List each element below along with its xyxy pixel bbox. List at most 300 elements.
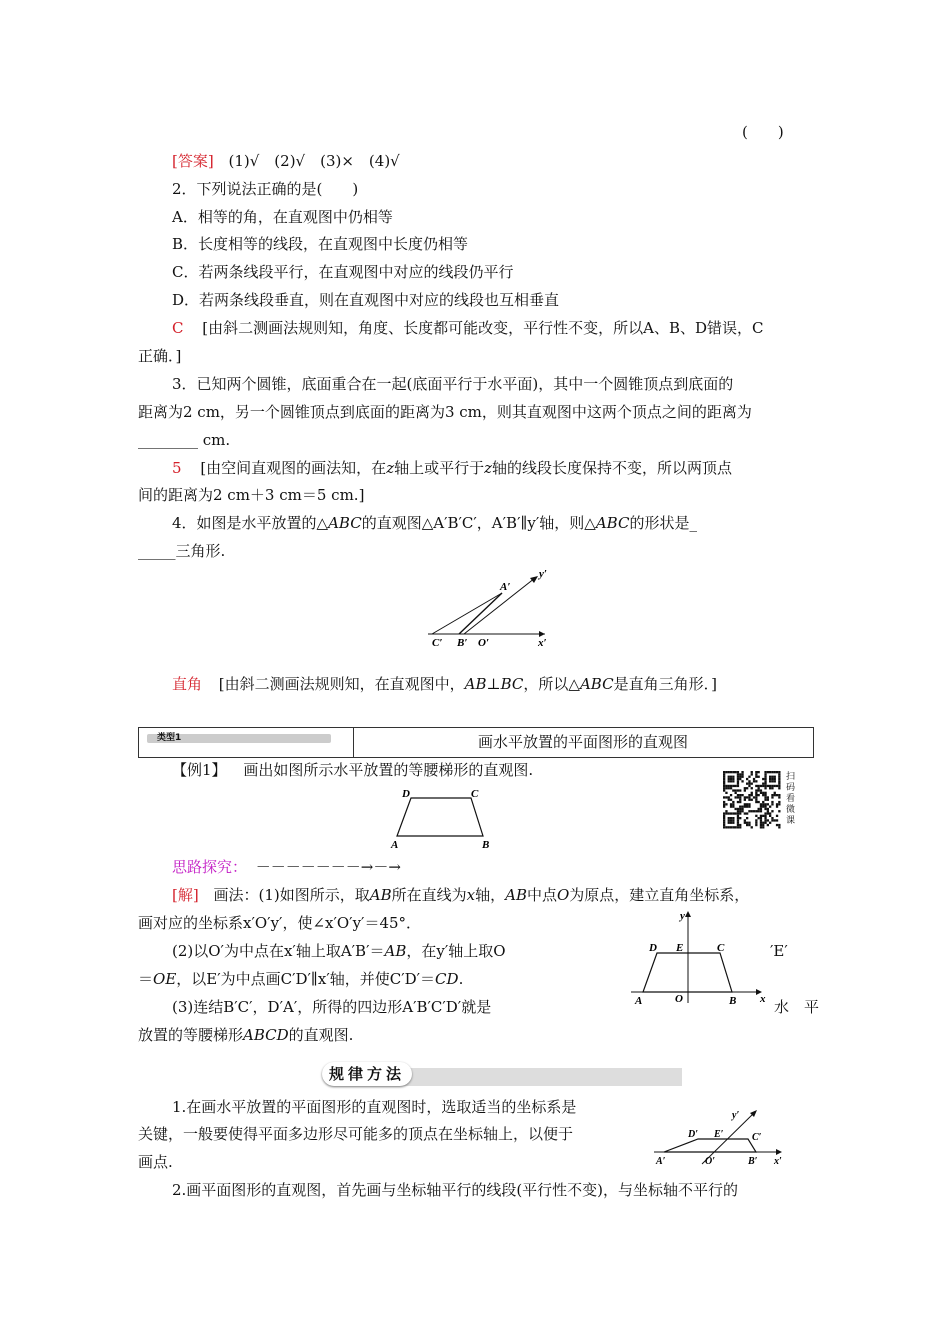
qr-module xyxy=(776,771,778,773)
qr-module xyxy=(776,824,778,826)
qr-module xyxy=(764,796,766,798)
qr-module xyxy=(744,803,746,805)
qr-module xyxy=(774,819,776,821)
qr-module xyxy=(730,780,732,782)
qr-module xyxy=(739,810,741,812)
label-o: O xyxy=(675,993,683,1005)
qr-module xyxy=(730,778,732,780)
s3-a: (2)以O′为中点在x′轴上取A′B′＝ xyxy=(172,942,385,960)
qr-module xyxy=(771,794,773,796)
qr-module xyxy=(771,778,773,780)
q3-explanation-line2: 间的距离为2 cm＋3 cm＝5 cm.] xyxy=(138,486,365,504)
qr-module xyxy=(764,785,766,787)
qr-module xyxy=(730,822,732,824)
qr-module xyxy=(755,822,757,824)
qr-module xyxy=(767,803,769,805)
qr-module xyxy=(737,776,739,778)
trapezoid-figure xyxy=(385,786,505,852)
qr-module xyxy=(741,794,743,796)
qr-module xyxy=(737,783,739,785)
qr-module xyxy=(723,785,725,787)
qr-module xyxy=(776,794,778,796)
qr-module xyxy=(762,826,764,828)
qr-module xyxy=(732,806,734,808)
qr-module xyxy=(769,778,771,780)
qr-module xyxy=(755,824,757,826)
qr-module xyxy=(778,778,780,780)
qr-module xyxy=(751,771,753,773)
label-a: A′ xyxy=(500,581,511,593)
qr-module xyxy=(776,806,778,808)
qr-module xyxy=(739,824,741,826)
qr-module xyxy=(735,808,737,810)
qr-module xyxy=(741,776,743,778)
solution-line4 xyxy=(138,969,463,989)
qr-module xyxy=(764,822,766,824)
qr-module xyxy=(735,796,737,798)
qr-module xyxy=(748,810,750,812)
q2-option-a: A．相等的角，在直观图中仍相等 xyxy=(172,208,393,226)
q3-exp-a: [由空间直观图的画法知，在 xyxy=(200,459,387,477)
qr-module xyxy=(737,778,739,780)
qr-module xyxy=(739,801,741,803)
q4-line2: _____三角形. xyxy=(138,542,226,560)
q2-option-b: B．长度相等的线段，在直观图中长度仍相等 xyxy=(172,235,469,253)
q3-exp-z1: z xyxy=(386,459,395,477)
qr-module xyxy=(769,780,771,782)
qr-module xyxy=(760,808,762,810)
qr-module xyxy=(767,799,769,801)
qr-module xyxy=(769,776,771,778)
label-e: E xyxy=(676,942,684,954)
label-c: C′ xyxy=(432,637,443,649)
qr-module xyxy=(748,799,750,801)
label-x: x′ xyxy=(538,637,547,649)
qr-module xyxy=(737,785,739,787)
qr-module xyxy=(744,812,746,814)
qr-module xyxy=(725,771,727,773)
qr-module xyxy=(723,801,725,803)
q4-exp-a: [由斜二测画法规则知，在直观图中， xyxy=(218,675,465,693)
qr-module xyxy=(778,810,780,812)
solution-line1 xyxy=(172,885,749,905)
qr-module xyxy=(760,826,762,828)
qr-module xyxy=(762,785,764,787)
qr-module xyxy=(723,780,725,782)
qr-module xyxy=(725,803,727,805)
qr-module xyxy=(728,787,730,789)
qr-module xyxy=(767,824,769,826)
s1-g: 中点 xyxy=(526,886,557,904)
label-a: A xyxy=(391,839,399,851)
qr-module xyxy=(732,822,734,824)
qr-module xyxy=(730,806,732,808)
qr-module xyxy=(732,817,734,819)
qr-module xyxy=(728,780,730,782)
qr-module xyxy=(767,812,769,814)
qr-module xyxy=(764,803,766,805)
qr-module xyxy=(760,792,762,794)
qr-module xyxy=(748,783,750,785)
qr-module xyxy=(760,824,762,826)
coordinate-figure xyxy=(625,905,770,1010)
s1-b: AB xyxy=(369,886,392,904)
qr-module xyxy=(725,826,727,828)
qr-module xyxy=(774,776,776,778)
s1-i: 为原点，建立直角坐标系， xyxy=(569,886,750,904)
qr-module xyxy=(774,778,776,780)
qr-module xyxy=(760,803,762,805)
qr-module xyxy=(744,787,746,789)
qr-module xyxy=(728,819,730,821)
qr-module xyxy=(735,785,737,787)
solution-line3 xyxy=(172,941,506,961)
qr-module xyxy=(748,785,750,787)
solution-line2: 画对应的坐标系x′O′y′，使∠x′O′y′＝45°． xyxy=(138,914,422,932)
qr-module xyxy=(758,794,760,796)
qr-module xyxy=(737,794,739,796)
qr-module xyxy=(746,783,748,785)
qr-module xyxy=(730,785,732,787)
qr-module xyxy=(764,808,766,810)
qr-module xyxy=(762,803,764,805)
q2-answer: C xyxy=(172,319,184,337)
solution-line5: (3)连结B′C′，D′A′，所得的四边形A′B′C′D′就是 xyxy=(172,998,492,1016)
qr-module xyxy=(751,773,753,775)
qr-module xyxy=(732,819,734,821)
label-y: y′ xyxy=(539,568,547,580)
s4-c: ，以E′为中点画C′D′∥x′轴，并使C′D′＝ xyxy=(176,970,436,988)
qr-module xyxy=(764,776,766,778)
label-x: x′ xyxy=(774,1156,782,1167)
s1-d: x xyxy=(466,886,476,904)
qr-module xyxy=(746,817,748,819)
qr-module xyxy=(753,810,755,812)
qr-module xyxy=(778,794,780,796)
qr-module xyxy=(762,783,764,785)
qr-module xyxy=(737,796,739,798)
qr-module xyxy=(725,796,727,798)
thinking-arrow: －－－－－－－→－→ xyxy=(255,858,401,876)
qr-module xyxy=(771,785,773,787)
qr-module xyxy=(725,785,727,787)
qr-module xyxy=(723,819,725,821)
qr-module xyxy=(730,776,732,778)
qr-module xyxy=(744,819,746,821)
q4-line1 xyxy=(172,513,697,533)
qr-module xyxy=(778,826,780,828)
qr-module xyxy=(753,780,755,782)
s1-a: 画法：(1)如图所示，取 xyxy=(213,886,370,904)
solution-line5-tail: 水 平 xyxy=(774,998,820,1016)
qr-module xyxy=(755,801,757,803)
q2-option-d: D．若两条线段垂直，则在直观图中对应的线段也互相垂直 xyxy=(172,291,560,309)
qr-module xyxy=(732,789,734,791)
qr-module xyxy=(778,785,780,787)
qr-module xyxy=(730,787,732,789)
segment-ba xyxy=(459,593,502,634)
qr-module xyxy=(723,783,725,785)
label-a: A xyxy=(635,995,643,1007)
label-o: O′ xyxy=(705,1156,716,1167)
qr-module xyxy=(737,824,739,826)
answer-text: (1)√ (2)√ (3)× (4)√ xyxy=(228,152,400,170)
q4-exp-d: BC xyxy=(500,675,524,693)
qr-module xyxy=(771,787,773,789)
s6-a: 放置的等腰梯形 xyxy=(138,1026,244,1044)
q3-answer: 5 xyxy=(172,459,182,477)
qr-module xyxy=(762,815,764,817)
qr-module xyxy=(751,826,753,828)
qr-module xyxy=(748,794,750,796)
qr-module xyxy=(758,785,760,787)
q2-explanation-line1: [由斜二测画法规则知，角度、长度都可能改变，平行性不变，所以A、B、D错误，C xyxy=(202,319,764,337)
s4-b: OE xyxy=(153,970,177,988)
q3-exp-c: 轴的线段长度保持不变，所以两顶点 xyxy=(492,459,733,477)
qr-module xyxy=(739,799,741,801)
q4-l1-b: ABC xyxy=(328,514,362,532)
qr-module xyxy=(760,819,762,821)
solution-line3-tail: ′E′ xyxy=(770,942,788,960)
qr-module xyxy=(732,801,734,803)
qr-code[interactable] xyxy=(722,771,782,829)
qr-module xyxy=(737,815,739,817)
label-b: B′ xyxy=(457,637,468,649)
qr-module xyxy=(748,796,750,798)
qr-module xyxy=(755,785,757,787)
qr-module xyxy=(764,778,766,780)
qr-module xyxy=(764,783,766,785)
qr-module xyxy=(730,826,732,828)
thinking-label: 思路探究： xyxy=(172,858,248,876)
label-c: C′ xyxy=(752,1132,762,1143)
qr-module xyxy=(771,819,773,821)
qr-module xyxy=(753,796,755,798)
x-axis-arrow xyxy=(776,1149,782,1155)
qr-module xyxy=(723,806,725,808)
qr-module xyxy=(739,776,741,778)
qr-module xyxy=(776,803,778,805)
qr-module xyxy=(744,799,746,801)
qr-module xyxy=(769,787,771,789)
qr-module xyxy=(723,815,725,817)
qr-module xyxy=(739,812,741,814)
qr-module xyxy=(737,801,739,803)
qr-module xyxy=(746,812,748,814)
label-y: y′ xyxy=(732,1110,740,1121)
qr-module xyxy=(739,796,741,798)
q4-l1-c: 的直观图△A′B′C′，A′B′∥y′轴，则△ xyxy=(361,514,596,532)
qr-module xyxy=(723,789,725,791)
qr-module xyxy=(728,785,730,787)
qr-module xyxy=(730,803,732,805)
qr-module xyxy=(762,806,764,808)
qr-module xyxy=(741,773,743,775)
q4-exp-g: 是直角三角形．] xyxy=(613,675,717,693)
q4-exp-f: ABC xyxy=(579,675,614,693)
qr-module xyxy=(744,796,746,798)
q4-l1-e: 的形状是_ xyxy=(629,514,697,532)
qr-module xyxy=(764,819,766,821)
qr-module xyxy=(741,806,743,808)
qr-module xyxy=(771,776,773,778)
qr-module xyxy=(760,789,762,791)
thinking xyxy=(172,857,401,877)
qr-module xyxy=(778,773,780,775)
q3-line2: 距离为2 cm，另一个圆锥顶点到底面的距离为3 cm，则其直观图中这两个顶点之间的距离为 xyxy=(138,403,752,421)
q4-explanation xyxy=(172,674,717,694)
qr-module xyxy=(723,796,725,798)
s3-c: ，在y′轴上取O xyxy=(406,942,506,960)
qr-module xyxy=(723,803,725,805)
qr-module xyxy=(767,796,769,798)
qr-module xyxy=(769,806,771,808)
qr-module xyxy=(746,778,748,780)
qr-module xyxy=(767,819,769,821)
qr-module xyxy=(755,792,757,794)
qr-module xyxy=(728,822,730,824)
label-a: A′ xyxy=(656,1156,666,1167)
qr-module xyxy=(737,822,739,824)
q4-exp-c: ⊥ xyxy=(486,675,501,693)
qr-module xyxy=(735,789,737,791)
qr-module xyxy=(746,796,748,798)
qr-module xyxy=(737,771,739,773)
solution-tag: [解] xyxy=(172,886,199,904)
qr-module xyxy=(746,822,748,824)
s4-a: ＝ xyxy=(138,970,154,988)
qr-module xyxy=(751,792,753,794)
qr-module xyxy=(762,824,764,826)
qr-module xyxy=(723,778,725,780)
label-d: D xyxy=(402,788,410,800)
label-d: D′ xyxy=(688,1129,699,1140)
s1-e: 轴， xyxy=(475,886,506,904)
qr-module xyxy=(769,771,771,773)
qr-module xyxy=(746,787,748,789)
qr-module xyxy=(764,799,766,801)
qr-module xyxy=(739,826,741,828)
qr-module xyxy=(778,783,780,785)
qr-module xyxy=(758,789,760,791)
qr-module xyxy=(732,826,734,828)
q3-exp-b: 轴上或平行于 xyxy=(394,459,485,477)
qr-module xyxy=(767,810,769,812)
qr-module xyxy=(760,810,762,812)
qr-module xyxy=(728,796,730,798)
qr-module xyxy=(730,771,732,773)
qr-module xyxy=(767,808,769,810)
qr-module xyxy=(762,792,764,794)
q4-figure xyxy=(420,565,560,655)
oblique-trapezoid xyxy=(664,1139,756,1152)
qr-module xyxy=(748,824,750,826)
qr-module xyxy=(764,812,766,814)
qr-module xyxy=(737,808,739,810)
type-header xyxy=(138,727,814,758)
s6-c: 的直观图. xyxy=(288,1026,354,1044)
qr-module xyxy=(760,822,762,824)
example1-text: 画出如图所示水平放置的等腰梯形的直观图. xyxy=(243,761,534,779)
q2-explanation-line2: 正确．] xyxy=(138,347,182,365)
qr-module xyxy=(744,806,746,808)
qr-module xyxy=(764,815,766,817)
q4-l1-a: 4．如图是水平放置的△ xyxy=(172,514,329,532)
qr-module xyxy=(730,812,732,814)
s6-b: ABCD xyxy=(243,1026,289,1044)
qr-module xyxy=(758,810,760,812)
solution-line6 xyxy=(138,1025,353,1045)
qr-module xyxy=(764,780,766,782)
qr-module xyxy=(751,794,753,796)
qr-module xyxy=(755,810,757,812)
qr-module xyxy=(728,771,730,773)
qr-module xyxy=(728,799,730,801)
qr-module xyxy=(778,796,780,798)
qr-module xyxy=(771,780,773,782)
qr-module xyxy=(723,787,725,789)
qr-module xyxy=(755,794,757,796)
qr-module xyxy=(748,780,750,782)
label-o: O′ xyxy=(478,637,490,649)
qr-module xyxy=(771,810,773,812)
q4-l1-d: ABC xyxy=(595,514,630,532)
qr-module xyxy=(753,778,755,780)
label-e: E′ xyxy=(714,1129,724,1140)
y-axis-arrow xyxy=(685,911,691,917)
qr-module xyxy=(762,794,764,796)
s1-c: 所在直线为 xyxy=(391,886,467,904)
qr-module xyxy=(751,787,753,789)
qr-module xyxy=(776,819,778,821)
qr-module xyxy=(725,787,727,789)
rule-p2-line1: 2.画平面图形的直观图，首先画与坐标轴平行的线段(平行性不变)，与坐标轴不平行的 xyxy=(172,1181,739,1199)
qr-module xyxy=(732,771,734,773)
qr-module xyxy=(737,789,739,791)
qr-module xyxy=(723,826,725,828)
qr-module xyxy=(762,778,764,780)
qr-module xyxy=(764,817,766,819)
qr-module xyxy=(758,817,760,819)
qr-module xyxy=(739,778,741,780)
rule-p1-line1: 1.在画水平放置的平面图形的直观图时，选取适当的坐标系是 xyxy=(172,1098,577,1116)
qr-module xyxy=(751,783,753,785)
qr-module xyxy=(778,803,780,805)
qr-module xyxy=(739,794,741,796)
q3-explanation xyxy=(172,458,732,478)
s1-h: O xyxy=(556,886,570,904)
qr-module xyxy=(732,776,734,778)
qr-module xyxy=(746,824,748,826)
qr-module xyxy=(735,812,737,814)
s3-b: AB xyxy=(384,942,407,960)
label-b: B xyxy=(729,995,737,1007)
qr-module xyxy=(732,780,734,782)
qr-module xyxy=(755,773,757,775)
qr-module xyxy=(735,771,737,773)
qr-module xyxy=(755,771,757,773)
s1-f: AB xyxy=(505,886,527,904)
qr-module xyxy=(778,787,780,789)
qr-module xyxy=(755,815,757,817)
qr-module xyxy=(774,794,776,796)
qr-module xyxy=(764,787,766,789)
qr-module xyxy=(728,812,730,814)
q4-answer: 直角 xyxy=(172,675,203,693)
answer-paren: ( ) xyxy=(742,123,784,141)
qr-module xyxy=(771,796,773,798)
label-b: B′ xyxy=(748,1156,758,1167)
